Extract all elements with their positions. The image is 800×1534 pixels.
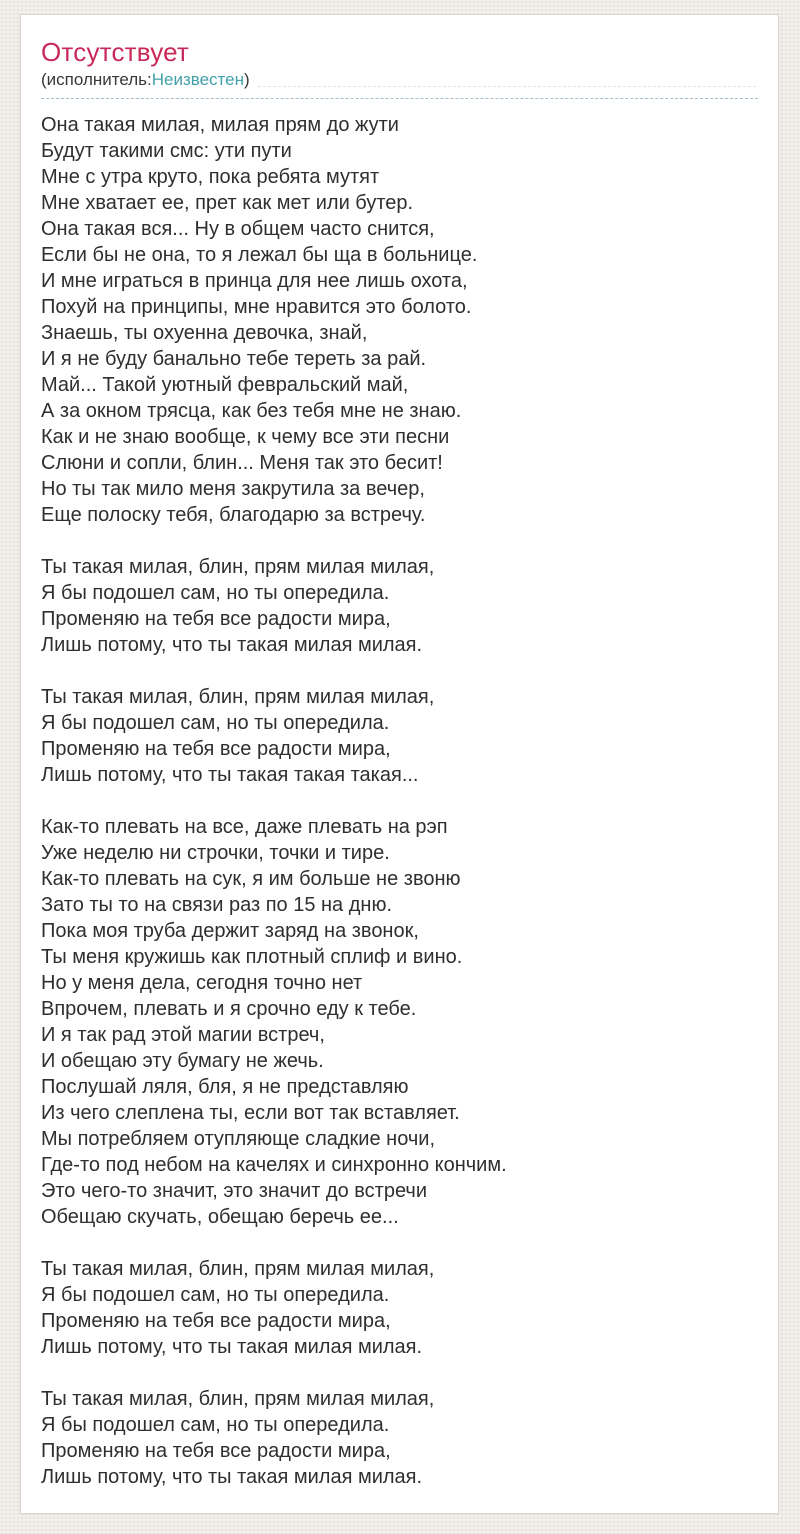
lyrics-stanza: Ты такая милая, блин, прям милая милая, Я бы подошел сам, но ты опередила. Променяю на тебя все радости мира, Лишь потому, что ты такая милая милая. [41,1258,435,1358]
artist-label-suffix: ) [244,70,250,89]
artist-label-prefix: (исполнитель: [41,70,152,89]
lyrics [41,112,758,1490]
lyrics-card [20,14,779,1514]
song-title: Отсутствует [41,37,190,67]
dashed-filler-line [258,86,756,87]
lyrics-stanza: Как-то плевать на все, даже плевать на рэп Уже неделю ни строчки, точки и тире. Как-то плевать на сук, я им больше не звоню Зато ты то на связи раз по 15 на дню. Пока моя труба держит заряд на звонок, Ты меня кружишь как плотный сплиф и вино. Но у меня дела, сегодня точно нет Впрочем, плевать и я срочно еду к тебе. И я так рад этой магии встреч, И обещаю эту бумагу не жечь. Послушай ляля, бля, я не представляю Из чего слеплена ты, если вот так вставляет. Мы потребляем отупляюще сладкие ночи, Где-то под небом на качелях и синхронно кончим. Это чего-то значит, это значит до встречи Обещаю скучать, обещаю беречь ее... [41,816,507,1228]
lyrics-stanza: Ты такая милая, блин, прям милая милая, Я бы подошел сам, но ты опередила. Променяю на тебя все радости мира, Лишь потому, что ты такая милая милая. [41,556,435,656]
lyrics-stanza: Ты такая милая, блин, прям милая милая, Я бы подошел сам, но ты опередила. Променяю на тебя все радости мира, Лишь потому, что ты такая такая такая... [41,686,435,786]
artist-row [41,69,758,91]
song-header [41,37,758,99]
lyrics-stanza: Ты такая милая, блин, прям милая милая, Я бы подошел сам, но ты опередила. Променяю на тебя все радости мира, Лишь потому, что ты такая милая милая. [41,1388,435,1488]
lyrics-stanza: Она такая милая, милая прям до жути Будут такими смс: ути пути Мне с утра круто, пока ребята мутят Мне хватает ее, прет как мет или бутер. Она такая вся... Ну в общем часто снится, Если бы не она, то я лежал бы ща в больнице. И мне играться в принца для нее лишь охота, Похуй на принципы, мне нравится это болото. Знаешь, ты охуенна девочка, знай, И я не буду банально тебе тереть за рай. Май... Такой уютный февральский май, А за окном трясца, как без тебя мне не знаю. Как и не знаю вообще, к чему все эти песни Слюни и сопли, блин... Меня так это бесит! Но ты так мило меня закрутила за вечер, Еще полоску тебя, благодарю за встречу. [41,114,478,526]
artist-link[interactable]: Неизвестен [151,70,244,89]
